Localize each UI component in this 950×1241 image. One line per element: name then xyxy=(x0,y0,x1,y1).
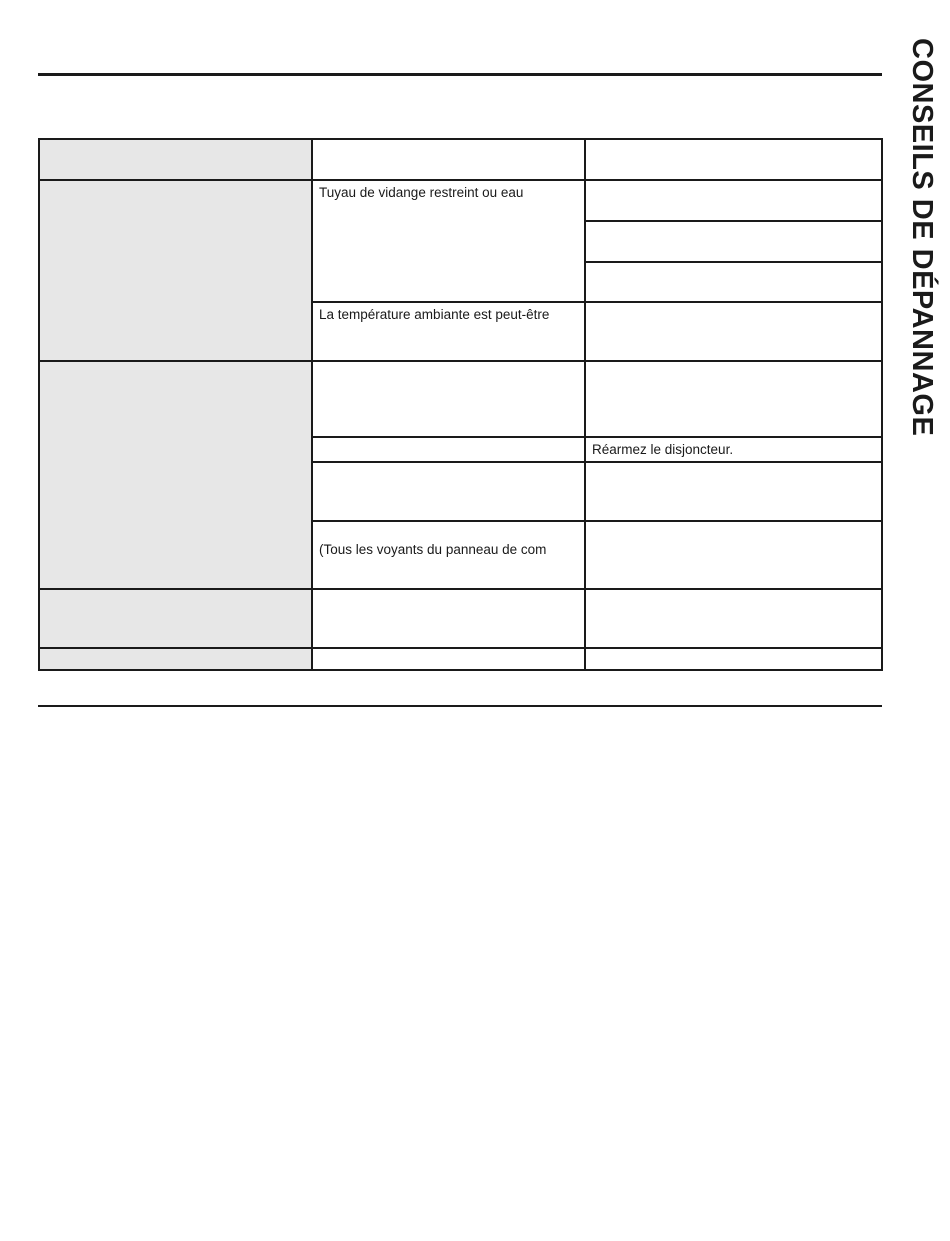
row-divider xyxy=(311,520,883,522)
cause-cell-restricted-drain: Tuyau de vidange restreint ou eau xyxy=(319,185,524,200)
column-divider xyxy=(311,138,313,671)
table-border-top xyxy=(38,138,883,140)
row-divider xyxy=(38,360,883,362)
problem-cell xyxy=(38,139,312,180)
row-divider xyxy=(38,647,883,649)
cause-cell-control-panel-lights: (Tous les voyants du panneau de com xyxy=(319,542,547,557)
section-title: CONSEILS DE DÉPANNAGE xyxy=(906,38,938,437)
bottom-rule xyxy=(38,705,882,707)
row-divider xyxy=(584,261,883,263)
problem-cell xyxy=(38,180,312,361)
row-divider xyxy=(584,220,883,222)
table-border-bottom xyxy=(38,669,883,671)
problem-cell xyxy=(38,589,312,648)
row-divider xyxy=(311,461,883,463)
problem-cell xyxy=(38,648,312,670)
table-border-right xyxy=(881,138,883,671)
row-divider xyxy=(38,588,883,590)
column-divider xyxy=(584,138,586,671)
table-border-left xyxy=(38,138,40,671)
top-rule xyxy=(38,73,882,76)
solution-cell-reset-breaker: Réarmez le disjoncteur. xyxy=(592,442,734,457)
problem-cell xyxy=(38,361,312,589)
cause-cell-room-temperature: La température ambiante est peut-être xyxy=(319,307,550,322)
